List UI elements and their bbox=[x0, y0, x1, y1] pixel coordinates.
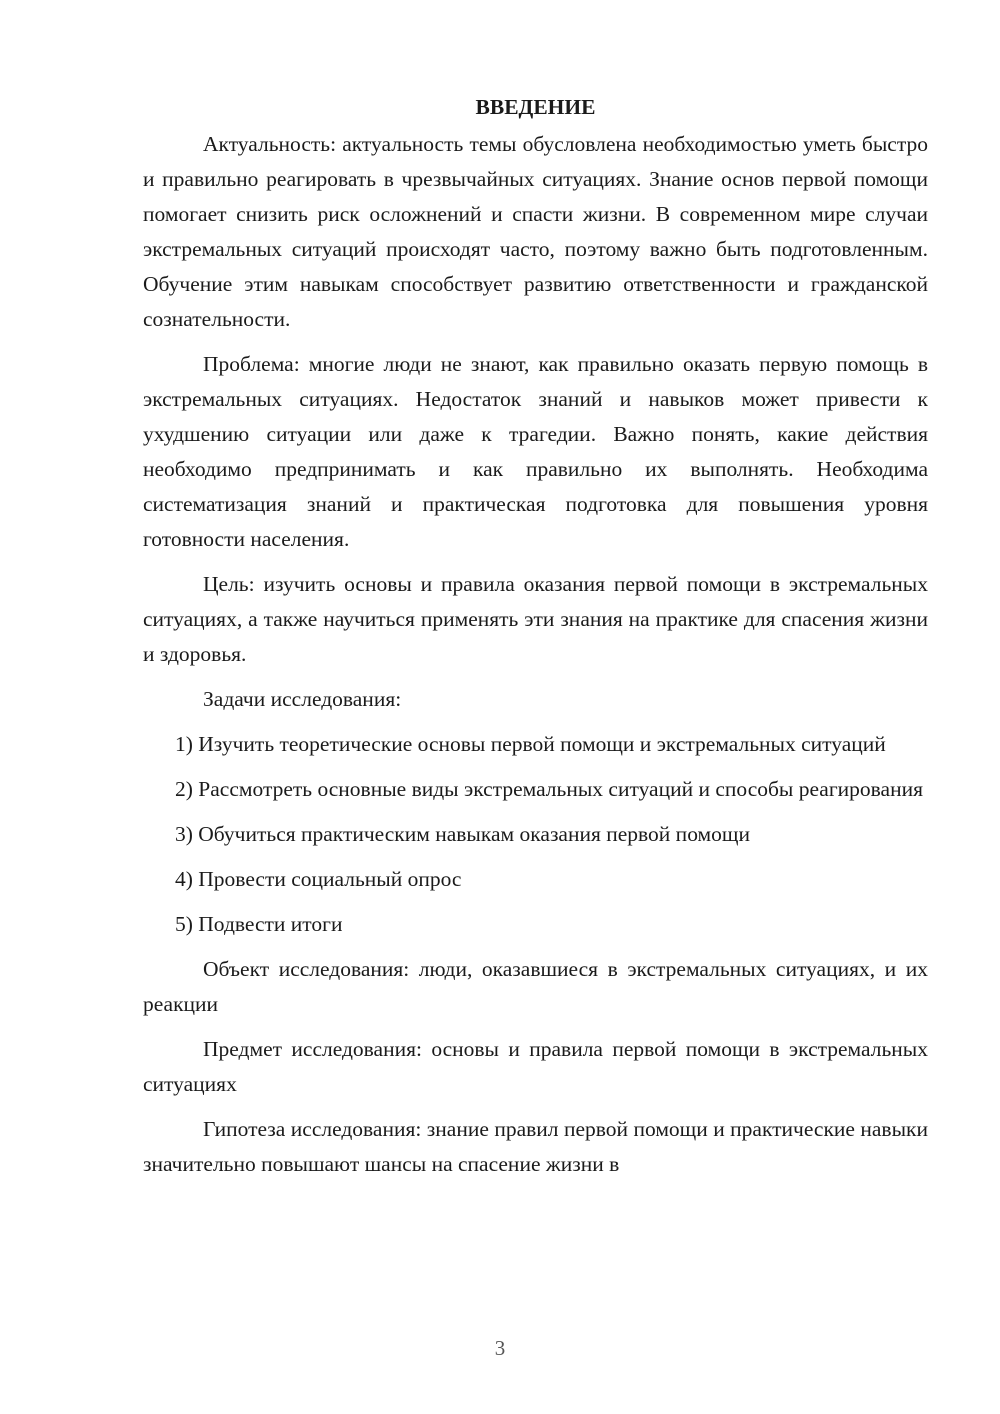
task-item-5: 5) Подвести итоги bbox=[175, 912, 343, 936]
task-item-4: 4) Провести социальный опрос bbox=[175, 867, 462, 891]
tasks-title: Задачи исследования: bbox=[203, 687, 402, 711]
paragraph-problem: Проблема: многие люди не знают, как правильно оказать первую помощь в экстремальных ситуациях. Недостаток знаний и навыков может привести к ухудшению ситуации или даже к трагедии. Важно понять, какие действия необходимо предпринимать и как правильно их выполнять. Необходима систематизация знаний и практическая подготовка для повышения уровня готовности населения. bbox=[143, 352, 928, 551]
task-item-2: 2) Рассмотреть основные виды экстремальных ситуаций и способы реагирования bbox=[175, 777, 923, 801]
paragraph-subject: Предмет исследования: основы и правила первой помощи в экстремальных ситуациях bbox=[143, 1037, 928, 1096]
paragraph-goal: Цель: изучить основы и правила оказания первой помощи в экстремальных ситуациях, а также научиться применять эти знания на практике для спасения жизни и здоровья. bbox=[143, 572, 928, 666]
paragraph-hypothesis: Гипотеза исследования: знание правил первой помощи и практические навыки значительно повышают шансы на спасение жизни в bbox=[143, 1117, 928, 1176]
document-heading: ВВЕДЕНИЕ bbox=[475, 95, 596, 119]
task-item-3: 3) Обучиться практическим навыкам оказания первой помощи bbox=[175, 822, 750, 846]
paragraph-relevance: Актуальность: актуальность темы обусловлена необходимостью уметь быстро и правильно реагировать в чрезвычайных ситуациях. Знание основ первой помощи помогает снизить риск осложнений и спасти жизни. В современном мире случаи экстремальных ситуаций происходят часто, поэтому важно быть подготовленным. Обучение этим навыкам способствует развитию ответственности и гражданской сознательности. bbox=[143, 132, 928, 331]
paragraph-object: Объект исследования: люди, оказавшиеся в экстремальных ситуациях, и их реакции bbox=[143, 957, 928, 1016]
task-item-1: 1) Изучить теоретические основы первой помощи и экстремальных ситуаций bbox=[175, 732, 886, 756]
document-page bbox=[143, 90, 928, 1192]
page-number: 3 bbox=[494, 1336, 506, 1360]
